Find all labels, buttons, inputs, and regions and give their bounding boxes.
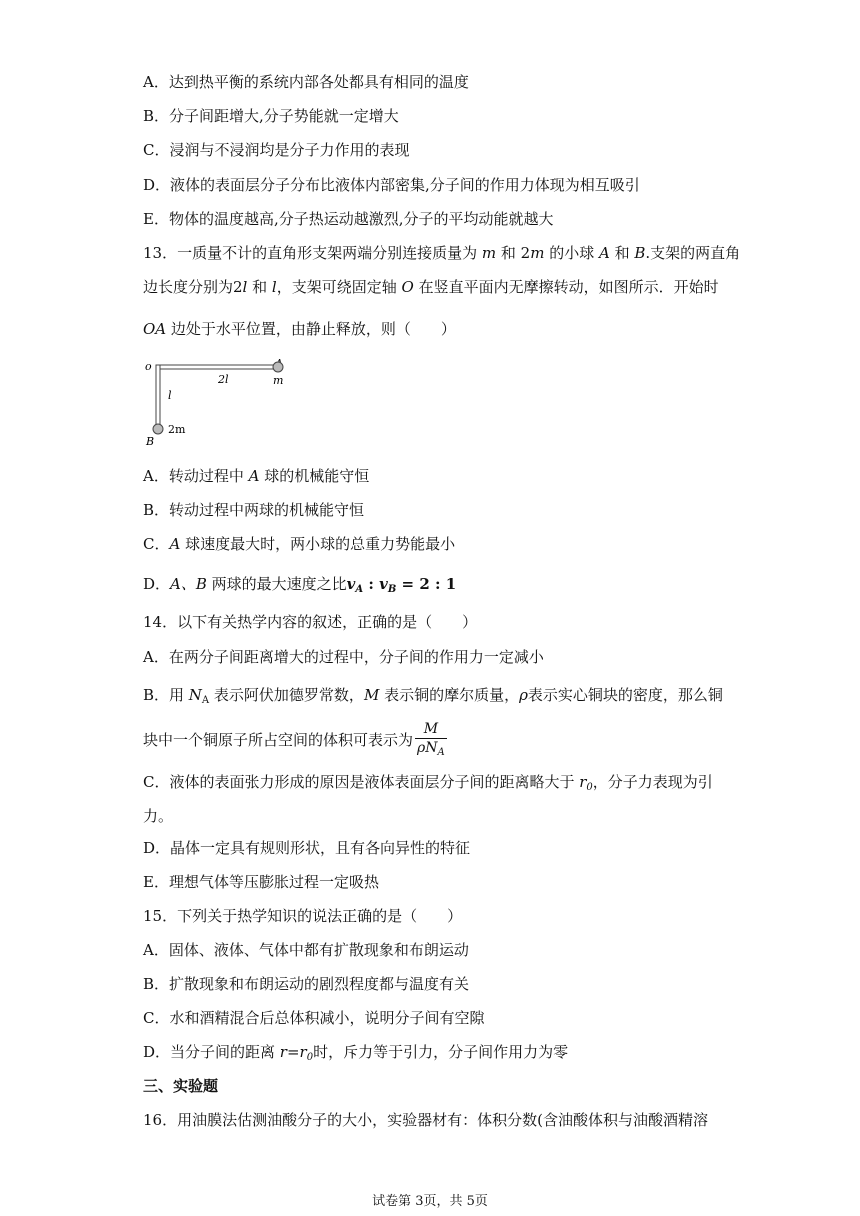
q13-stem-line-2: 边长度分别为2l 和 l，支架可绕固定轴 O 在竖直平面内无摩擦转动，如图所示．开始时 xyxy=(143,278,719,296)
atom-volume-fraction: $\frac{M}{\rho N_A}$ xyxy=(417,721,445,758)
ball-A xyxy=(273,362,283,372)
q14-option-c-line-1: C．液体的表面张力形成的原因是液体表面层分子间的距离略大于 $r_0$，分子力表现为引 xyxy=(143,773,713,793)
q15-option-b: B．扩散现象和布朗运动的剧烈程度都与温度有关 xyxy=(143,975,470,993)
q14-stem: 14．以下有关热学内容的叙述，正确的是（ ） xyxy=(143,613,478,631)
q15-stem: 15．下列关于热学知识的说法正确的是（ ） xyxy=(143,907,463,925)
velocity-ratio-formula: $v_A$ : $v_B = 2$ : 1 xyxy=(346,575,457,595)
q12-option-e: E．物体的温度越高,分子热运动越激烈,分子的平均动能就越大 xyxy=(143,210,554,228)
q13-option-a: A．转动过程中 A 球的机械能守恒 xyxy=(143,467,370,485)
figure-label-2m: 2m xyxy=(168,423,186,436)
page-footer: 试卷第 3页，共 5页 xyxy=(372,1194,488,1209)
q14-option-e: E．理想气体等压膨胀过程一定吸热 xyxy=(143,873,379,891)
q16-stem: 16．用油膜法估测油酸分子的大小，实验器材有：体积分数(含油酸体积与油酸酒精溶 xyxy=(143,1111,708,1129)
figure-label-l: l xyxy=(168,389,172,402)
ball-B xyxy=(153,424,163,434)
q13-option-d: D．A、B 两球的最大速度之比$v_A$ : $v_B = 2$ : 1 xyxy=(143,575,457,595)
figure-label-m: m xyxy=(273,374,284,387)
q13-option-b: B．转动过程中两球的机械能守恒 xyxy=(143,501,365,519)
q12-option-c: C．浸润与不浸润均是分子力作用的表现 xyxy=(143,141,410,159)
q13-option-c: C．A 球速度最大时，两小球的总重力势能最小 xyxy=(143,535,456,553)
section-heading-experiment: 三、实验题 xyxy=(143,1077,219,1095)
q15-option-c: C．水和酒精混合后总体积减小，说明分子间有空隙 xyxy=(143,1009,485,1027)
q13-stem-line-1: 13．一质量不计的直角形支架两端分别连接质量为 m 和 2m 的小球 A 和 B.支架的两直角 xyxy=(143,244,741,262)
q14-option-b-line-1: B．用 $N_A$ 表示阿伏加德罗常数，M 表示铜的摩尔质量，ρ表示实心铜块的密度，那么铜 xyxy=(143,686,723,706)
q12-option-d: D．液体的表面层分子分布比液体内部密集,分子间的作用力体现为相互吸引 xyxy=(143,176,640,194)
bracket-horizontal-arm xyxy=(157,365,275,369)
figure-label-o: o xyxy=(145,360,152,373)
q12-option-b: B．分子间距增大,分子势能就一定增大 xyxy=(143,107,399,125)
q14-option-c-line-2: 力。 xyxy=(143,807,174,825)
bracket-vertical-arm xyxy=(156,365,160,427)
figure-label-2l: 2l xyxy=(218,373,229,386)
q13-stem-line-3: OA 边处于水平位置，由静止释放，则（ ） xyxy=(143,320,456,338)
q12-option-a: A．达到热平衡的系统内部各处都具有相同的温度 xyxy=(143,73,469,91)
q14-option-a: A．在两分子间距离增大的过程中，分子间的作用力一定减小 xyxy=(143,648,544,666)
q14-option-d: D．晶体一定具有规则形状，且有各向异性的特征 xyxy=(143,839,471,857)
q15-option-a: A．固体、液体、气体中都有扩散现象和布朗运动 xyxy=(143,941,469,959)
q14-option-b-line-2: 块中一个铜原子所占空间的体积可表示为 $\frac{M}{\rho N_A}$ xyxy=(143,720,447,762)
q15-option-d: D．当分子间的距离 $r=r_0$时，斥力等于引力，分子间作用力为零 xyxy=(143,1043,569,1063)
figure-label-B: B xyxy=(146,435,155,447)
q13-bracket-figure xyxy=(140,355,290,447)
